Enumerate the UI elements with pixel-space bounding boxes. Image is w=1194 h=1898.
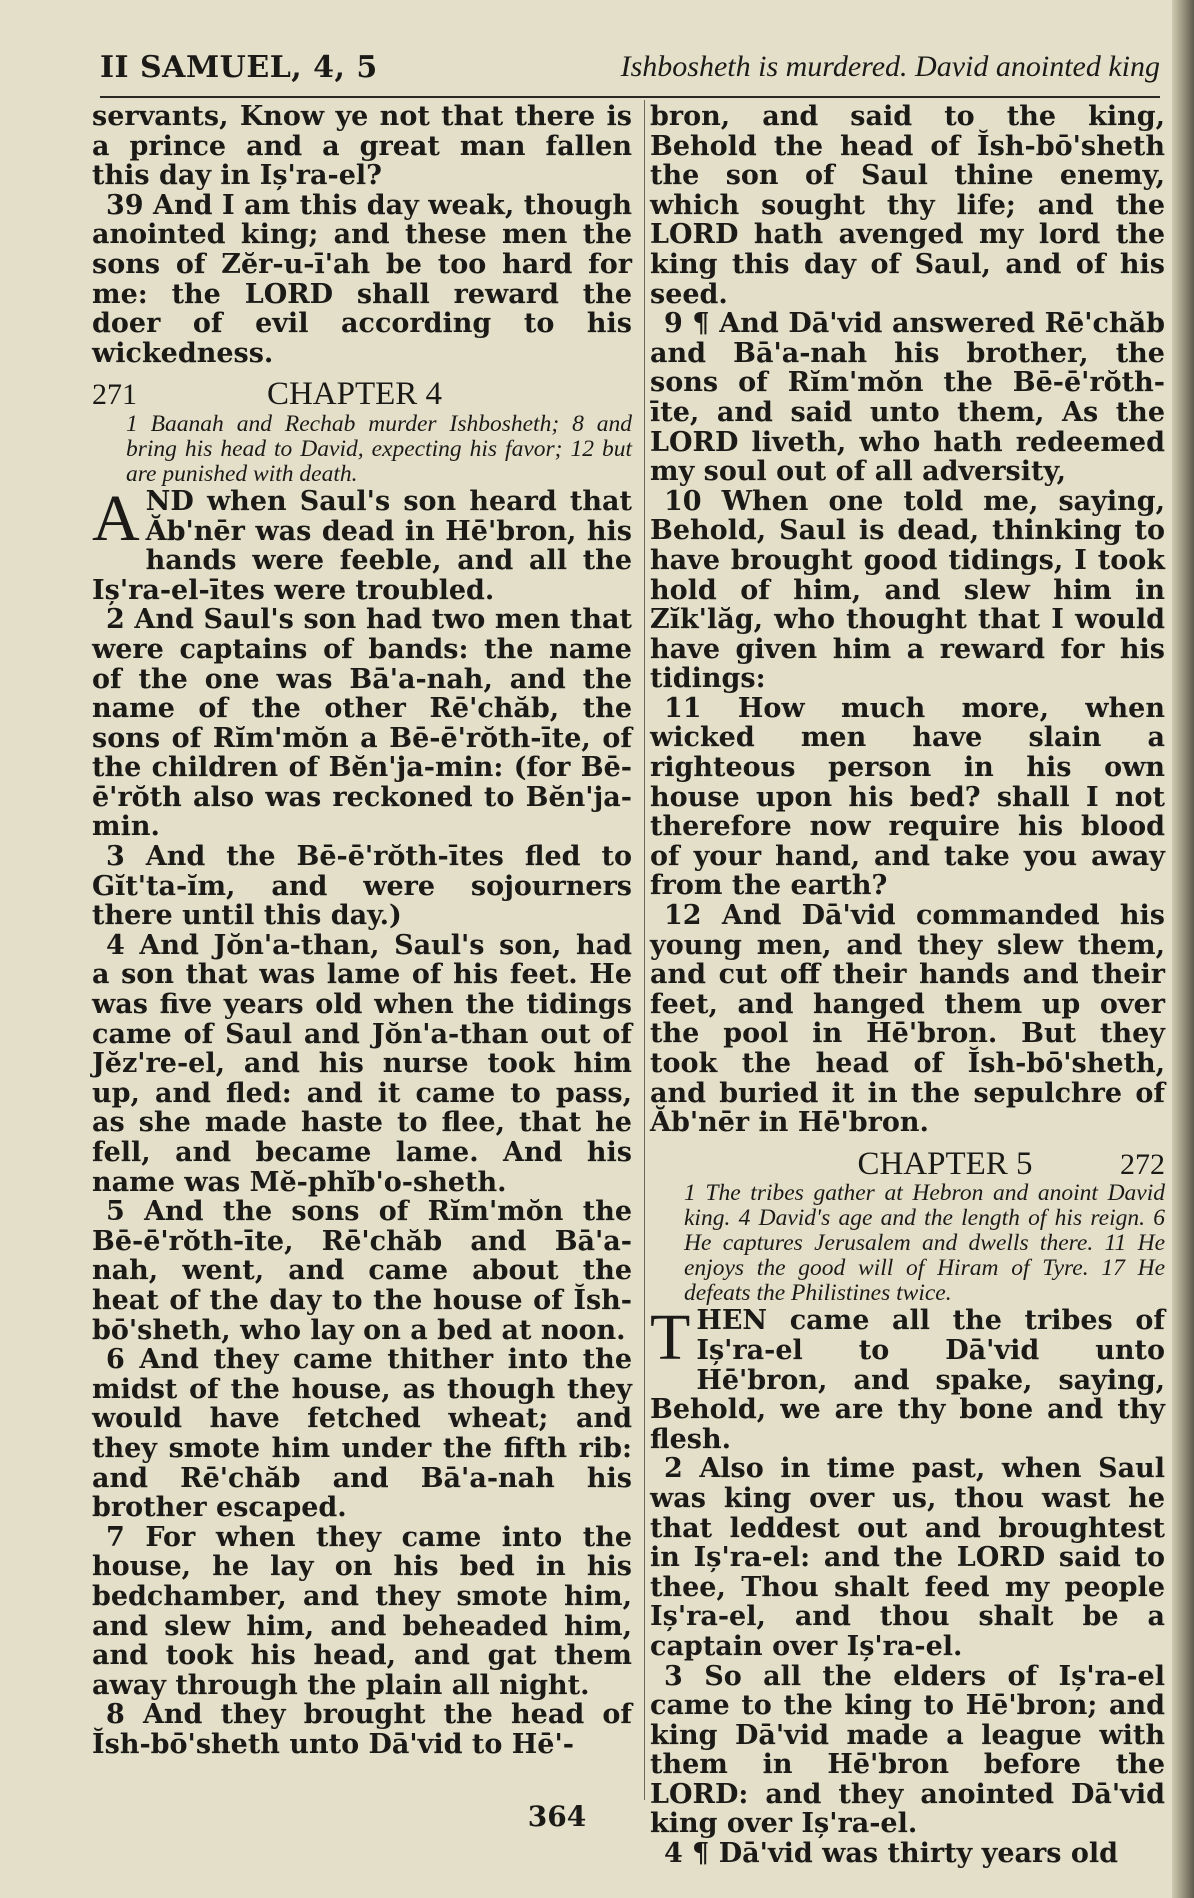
chapter-4-verse-2: 2 And Saul's son had two men that were captains of bands: the name of the one was Bā'a-nah, and the name of the other Rē'chăb, the sons of Rĭm'mŏn a Bē-ē'rŏth-īte, of the children of Bĕn'ja-min: (for Bē-ē'rŏth also was reckoned to Bĕn'ja-min. [92,604,632,843]
verse-continuation: servants, Know ye not that there is a prince and a great man fallen this day in Iș'ra-el? [92,101,632,192]
page-topic-heading: Ishbosheth is murdered. David anointed king [620,50,1160,83]
chapter-4-verse-11: 11 How much more, when wicked men have slain a righteous person in his own house upon his bed? shall I not therefore now require his blood of your hand, and take you away from the earth? [650,692,1165,902]
page-footer [0,1800,1194,1833]
chapter-4-verse-5: 5 And the sons of Rĭm'mŏn the Bē-ē'rŏth-īte, Rē'chăb and Bā'a-nah, went, and came about the heat of the day to the house of Ĭsh-bō'sheth, who lay on a bed at noon. [92,1196,632,1346]
chapter-4-verse-4: 4 And Jŏn'a-than, Saul's son, had a son that was lame of his feet. He was five years old when the tidings came of Saul and Jŏn'a-than out of Jĕz're-el, and his nurse took him up, and fled: and it came to pass, as she made haste to flee, that he fell, and became lame. And his name was Mĕ-phĭb'o-sheth. [92,929,632,1198]
verse-39: 39 And I am this day weak, though anointed king; and these men the sons of Zĕr-u-ī'ah be too hard for me: the LORD shall reward the doer of evil according to his wickedness. [92,189,632,369]
chapter-5-heading [650,1145,1165,1182]
drop-cap: T [650,1301,691,1375]
header-rule [100,96,1160,98]
drop-cap: A [92,481,140,555]
book-chapter-reference: II SAMUEL, 4, 5 [100,50,378,85]
chapter-4-verse-10: 10 When one told me, saying, Behold, Saul is dead, thinking to have brought good tidings, I took hold of him, and slew him in Zĭk'lăg, who thought that I would have given him a reward for his tidings: [650,485,1165,695]
column-divider [644,100,645,1800]
chapter-5-page-marker: 272 [1119,1147,1165,1181]
chapter-4-verse-12: 12 And Dā'vid commanded his young men, and they slew them, and cut off their hands and their feet, and hanged them up over the pool in Hē'bron. But they took the head of Ĭsh-bō'sheth, and buried it in the sepulchre of Ăb'nēr in Hē'bron. [650,900,1165,1139]
chapter-5-verse-3: 3 So all the elders of Iș'ra-el came to the king to Hē'bron; and king Dā'vid made a league with them in Hē'bron before the LORD: and they anointed Dā'vid king over Iș'ra-el. [650,1660,1165,1840]
verse-8-continuation: bron, and said to the king, Behold the head of Ĭsh-bō'sheth the son of Saul thine enemy, which sought thy life; and the LORD hath avenged my lord the king this day of Saul, and of his seed. [650,101,1165,310]
right-column [650,102,1165,1869]
chapter-5-title: CHAPTER 5 [857,1145,1033,1182]
book-binding-edge [1172,0,1194,1898]
chapter-4-title: CHAPTER 4 [266,376,443,413]
left-column [92,102,632,1759]
chapter-4-verse-7: 7 For when they came into the house, he lay on his bed in his bedchamber, and they smote him, and slew him, and beheaded him, and took his head, and gat them away through the plain all night. [92,1521,632,1701]
chapter-4-verse-8: 8 And they brought the head of Ĭsh-bō'sheth unto Dā'vid to Hē'- [92,1699,632,1760]
chapter-5-summary: 1 The tribes gather at Hebron and anoint David king. 4 David's age and the length of his reign. 6 He captures Jerusalem and dwells there. 11 He enjoys the good will of Hiram of Tyre. 17 He defeats the Philistines twice. [684,1180,1165,1307]
chapter-4-verse-3: 3 And the Bē-ē'rŏth-ītes fled to Gĭt'ta-ĭm, and were sojourners there until this day.) [92,841,632,932]
chapter-4-verse-6: 6 And they came thither into the midst of the house, as though they would have fetched wheat; and they smote him under the fifth rib: and Rē'chăb and Bā'a-nah his brother escaped. [92,1344,632,1524]
chapter-4-summary: 1 Baanah and Rechab murder Ishbosheth; 8 and bring his head to David, expecting his favor; 12 but are punished with death. [126,410,632,487]
chapter-4-heading [92,376,632,413]
chapter-5-verse-4: 4 ¶ Dā'vid was thirty years old [664,1838,1118,1870]
chapter-4-page-marker: 271 [92,378,137,412]
chapter-4-verse-9: 9 ¶ And Dā'vid answered Rē'chăb and Bā'a-nah his brother, the sons of Rĭm'mŏn the Bē-ē'rŏth-īte, and said unto them, As the LORD liveth, who hath redeemed my soul out of all adversity, [650,308,1165,488]
running-header [100,42,1160,92]
page-number: 364 [527,1800,587,1833]
chapter-5-verse-2: 2 Also in time past, when Saul was king over us, thou wast he that leddest out and broughtest in Iș'ra-el: and the LORD said to thee, Thou shalt feed my people Iș'ra-el, and thou shalt be a captain over Iș'ra-el. [650,1453,1165,1662]
chapter-4-verse-1: AND when Saul's son heard that Ăb'nēr was dead in Hē'bron, his hands were feeble, and all the Iș'ra-el-ītes were troubled. [92,481,632,606]
chapter-5-verse-1: THEN came all the tribes of Iș'ra-el to Dā'vid unto Hē'bron, and spake, saying, Behold, we are thy bone and thy flesh. [650,1301,1165,1455]
